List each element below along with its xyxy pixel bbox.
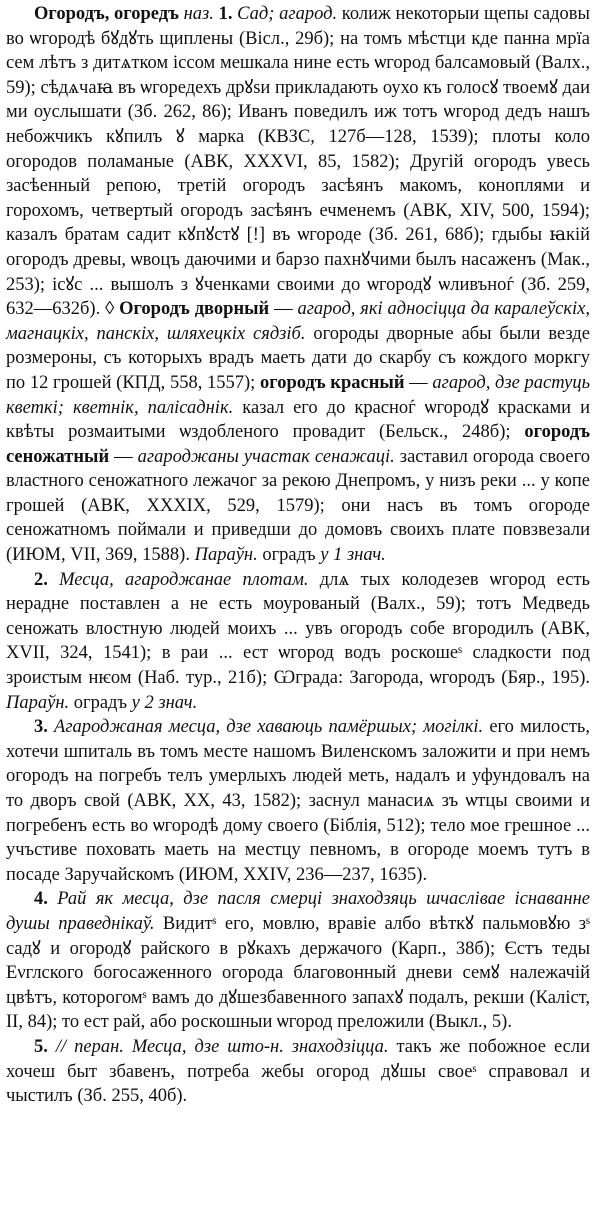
italic-gloss: Сад; агарод. — [232, 4, 338, 24]
italic-gloss: агарод, які адносіцца да каралеўскіх, магнацкіх, панскіх, шляхецкіх сядзіб. — [6, 299, 591, 344]
headword-or-sense-number: 3. — [34, 717, 48, 738]
italic-gloss: агароджаны участак сенажаці. — [137, 446, 395, 467]
citation-text: казал его до красноѓ ѡгородꙋ красками и квѣты розмаитыми ѡздобленого провадит (Бельск., 248б); — [6, 397, 590, 443]
citation-text: — — [109, 446, 138, 467]
italic-gloss: Месца, агароджанае плотам. — [47, 569, 309, 590]
sense-2-paragraph — [6, 568, 590, 716]
italic-gloss: Рай як месца, дзе пасля смерці знаходзяць шчаслівае існаванне душы праведнікаў. — [6, 889, 590, 934]
italic-gloss: агарод, дзе растуць кветкі; кветнік, палісаднік. — [6, 372, 590, 418]
citation-text: оградъ — [257, 545, 321, 566]
citation-text: колиж некоторыи щепы садовы во ѡгородѣ бꙋдꙋть щиплены (Вісл., 29б); на томъ мѣстци кде панна мрїа сем лѣтъ з дитѧтком іссом мешкала нине есть ѡгород балсамовый (Валх., 59); сѣдѧчаꙗ въ ѡгоредехъ дрꙋѕи прикладають оухо къ голосꙋ твоемꙋ даи ми оуслышати (Зб. 262, 86); Иванъ поведилъ иж тотъ ѡгород дедъ нашъ небожчикъ кꙋпилъ ꙋ марка (КВЗС, 127б—128, 1539); плоты коло огородов поламаные (АВК, XXXVI, 85, 1582); Другій огородъ увесь засѣенный репою, третій огородъ засѣянъ макомъ, коноплями и горохомъ, четвертый огородъ засѣянъ ечменемъ (АВК, XIV, 500, 1594); казалъ братам садит кꙋпꙋстꙋ [!] въ ѡгороде (Зб. 261, 68б); гдыбы ꙗкій огородъ древы, ѡвоцъ даючими и барзо пахнꙋчими былъ насаженъ (Мак., 253); ісꙋс ... вышолъ з ꙋченками своими до ѡгородꙋ ѡливъноѓ (Зб. 259, 632—632б). ◊ — [6, 4, 590, 320]
citation-text: длѧ тых колодезев ѡгород есть нераднe поставлен а не есть моурованый (Валх., 59); тотъ Медведь сеножать влостную людей моихъ ... увъ огородъ собе вгородилъ (АВК, XVII, 324, 1541); в раи ... ест ѡгород водъ роскошеˢ сладкости под зроистым нѥом (Наб. тур., 21б); Ѡграда: Загорода, ѡгородъ (Бяр., 195). — [6, 569, 590, 689]
sense-1-paragraph — [6, 2, 590, 568]
headword-or-sense-number: огородъ красный — [260, 372, 405, 393]
citation-text: огороды дворные абы были везде розмероны, съ которыхъ врадъ маеть дати до скарбу съ кождого моркгу по 12 грошей (КПД, 558, 1557); — [6, 323, 590, 393]
italic-gloss: наз. — [178, 4, 219, 24]
italic-gloss: // перан. Месца, дзе што-н. знаходзіцца. — [47, 1036, 389, 1057]
italic-gloss: у 1 знач. — [320, 545, 386, 566]
italic-gloss: Агароджаная месца, дзе хаваюць памёршых; могілкі. — [47, 717, 484, 738]
headword-or-sense-number: огородъ сеножатный — [6, 422, 590, 467]
citation-text: такъ же побожное если хочеш быт збавенъ, потреба жебы огород дꙋшы своеˢ справовал и чыстилъ (Зб. 255, 40б). — [6, 1036, 590, 1107]
headword-or-sense-number: 5. — [34, 1036, 48, 1057]
sense-3-paragraph — [6, 715, 590, 887]
headword-or-sense-number: Огородъ дворный — [119, 299, 270, 320]
sense-4-paragraph — [6, 887, 590, 1035]
citation-text: его милость, хотечи шпиталь въ томъ месте нашомъ Виленскомъ заложити и при немъ огородъ на погребъ телъ умерлыхъ людей меть, надалъ и уфундовалъ на то дворъ свой (АВК, XX, 43, 1582); заснул манасиѧ зъ ѡтцы своими и погребенъ есть во ѡгородѣ дому своего (Біблія, 512); тело мое грешное ... учъстиве поховать маеть на местцу певномъ, в огороде моемъ тутъ в посаде Заручайскомъ (ИЮМ, XXIV, 236—237, 1635). — [6, 717, 590, 885]
citation-text: оградъ — [69, 692, 132, 713]
citation-text: — — [404, 372, 433, 393]
citation-text: — — [269, 299, 298, 320]
italic-gloss: у 2 знач. — [131, 692, 198, 713]
citation-text: заставил огорода своего властного сеножатного лежачог за рекою Днепромъ, у низъ реки ... у копе грошей (АВК, XXXIX, 529, 1579); они насъ въ томъ огороде сеножатномъ поймали и приведши до домовъ своихъ плате повзвезали (ИЮМ, VII, 369, 1588). — [6, 446, 590, 566]
headword-or-sense-number: Огородъ, огоредъ — [34, 4, 179, 24]
italic-gloss: Параўн. — [6, 692, 70, 713]
headword-or-sense-number: 2. — [34, 569, 48, 590]
dictionary-entry-ogorod — [6, 2, 590, 1109]
citation-text: Видитˢ его, мовлю, вравіе албо вѣткꙋ пальмовꙋю зˢ садꙋ и огородꙋ райского в рꙋкахъ держачого (Карп., 38б); Єстъ теды Eνглского богосаженного огорода благовонный дневи семꙋ належачій цвѣтъ, которогомˢ вамъ до дꙋшезбавенного запахꙋ подалъ, рекши (Каліст, II, 84); то ест рай, або роскошныи ѡгород преложили (Выкл., 5). — [6, 913, 590, 1033]
italic-gloss: Параўн. — [194, 545, 258, 566]
headword-or-sense-number: 4. — [34, 889, 48, 910]
sense-5-paragraph — [6, 1035, 590, 1109]
headword-or-sense-number: 1. — [218, 4, 233, 24]
